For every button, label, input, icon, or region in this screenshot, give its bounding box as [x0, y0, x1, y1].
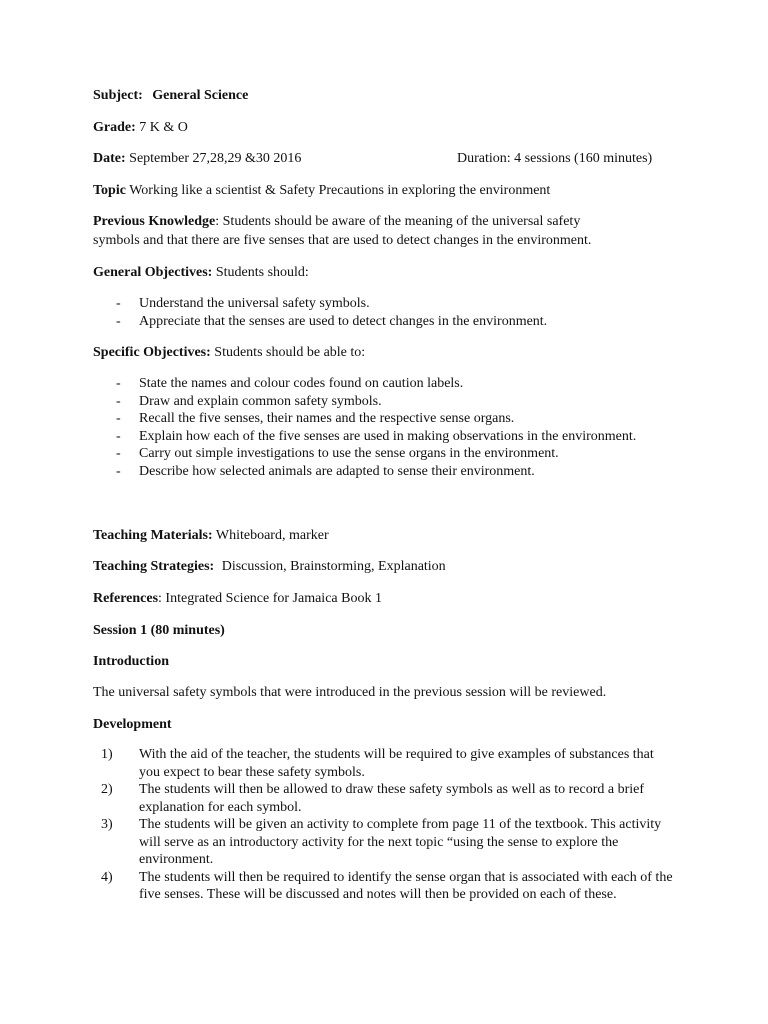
list-item: [93, 445, 653, 463]
grade-line: [93, 118, 188, 137]
list-item-text: Draw and explain common safety symbols.: [139, 393, 382, 409]
item-number: 4): [101, 869, 113, 885]
references-value: : Integrated Science for Jamaica Book 1: [158, 591, 382, 606]
date-label: Date:: [93, 151, 126, 166]
dash-marker: -: [116, 296, 121, 311]
specific-objectives-line: [93, 343, 365, 362]
list-item-text: The students will then be allowed to draw these safety symbols as well as to record a brief explanation for each symbol.: [139, 782, 645, 815]
list-item: [93, 295, 653, 313]
subject-value: General Science: [152, 88, 249, 103]
teaching-strategies-line: [93, 557, 446, 576]
teaching-materials-value: Whiteboard, marker: [215, 528, 329, 543]
development-list: [93, 746, 673, 904]
list-item: [93, 869, 673, 904]
specific-objectives-list: [93, 375, 653, 480]
dash-marker: -: [116, 446, 121, 461]
list-item-text: Describe how selected animals are adapted to sense their environment.: [139, 463, 535, 479]
general-objectives-list: [93, 295, 653, 330]
list-item: [93, 313, 653, 331]
list-item: [93, 410, 653, 428]
list-item: [93, 393, 653, 411]
teaching-strategies-value: Discussion, Brainstorming, Explanation: [221, 559, 446, 574]
dash-marker: -: [116, 428, 121, 444]
previous-knowledge-text-1: : Students should be aware of the meaning of the universal safety: [215, 214, 581, 229]
introduction-heading: Introduction: [93, 654, 169, 669]
list-item: [93, 463, 653, 481]
dash-marker: -: [116, 313, 121, 329]
item-number: 2): [101, 782, 113, 797]
item-number: 3): [101, 817, 113, 832]
subject-label: Subject:: [93, 88, 143, 103]
list-item-text: Explain how each of the five senses are used in making observations in the environment.: [139, 428, 637, 444]
dash-marker: -: [116, 463, 121, 479]
dash-marker: -: [116, 376, 121, 391]
session-heading: Session 1 (80 minutes): [93, 623, 225, 638]
dash-marker: -: [116, 393, 121, 409]
development-heading: Development: [93, 717, 172, 732]
topic-line: [93, 181, 550, 200]
general-objectives-intro: Students should:: [215, 265, 309, 280]
references-line: [93, 589, 382, 608]
list-item: [93, 428, 653, 446]
list-item-text: Understand the universal safety symbols.: [139, 296, 370, 311]
teaching-materials-line: [93, 526, 329, 545]
list-item: [93, 816, 673, 869]
previous-knowledge-line-1: [93, 212, 580, 231]
references-label: References: [93, 591, 159, 606]
duration-text: Duration: 4 sessions (160 minutes): [457, 151, 653, 166]
general-objectives-line: [93, 263, 309, 282]
date-value: September 27,28,29 &30 2016: [129, 151, 302, 166]
list-item-text: With the aid of the teacher, the students will be required to give examples of substances that you expect to bear these safety symbols.: [139, 747, 654, 780]
introduction-text: The universal safety symbols that were introduced in the previous session will be reviewed.: [93, 685, 607, 700]
list-item: [93, 746, 673, 781]
date-line: [93, 149, 301, 168]
dash-marker: -: [116, 411, 121, 426]
list-item: [93, 375, 653, 393]
topic-label: Topic: [93, 183, 126, 198]
grade-label: Grade:: [93, 120, 136, 135]
list-item-text: The students will be given an activity to complete from page 11 of the textbook. This activity will serve as an introductory activity for the next topic “using the sense to explore the environment.: [139, 817, 662, 867]
topic-value: Working like a scientist & Safety Precautions in exploring the environment: [129, 183, 551, 198]
previous-knowledge-label: Previous Knowledge: [93, 214, 216, 229]
list-item-text: State the names and colour codes found on caution labels.: [139, 376, 464, 391]
list-item-text: Carry out simple investigations to use the sense organs in the environment.: [139, 446, 559, 461]
item-number: 1): [101, 747, 113, 762]
list-item-text: Appreciate that the senses are used to detect changes in the environment.: [139, 313, 548, 329]
list-item-text: The students will then be required to identify the sense organ that is associated with each of the five senses. These will be discussed and notes will then be provided on each of these.: [139, 869, 673, 902]
previous-knowledge-text-2: symbols and that there are five senses that are used to detect changes in the environment.: [93, 233, 592, 248]
teaching-strategies-label: Teaching Strategies:: [93, 559, 215, 574]
list-item-text: Recall the five senses, their names and the respective sense organs.: [139, 411, 515, 426]
subject-line: [93, 86, 248, 105]
grade-value: 7 K & O: [139, 120, 188, 135]
previous-knowledge-line-2: [93, 231, 591, 250]
teaching-materials-label: Teaching Materials:: [93, 528, 213, 543]
specific-objectives-intro: Students should be able to:: [214, 345, 366, 360]
list-item: [93, 781, 673, 816]
general-objectives-label: General Objectives:: [93, 265, 213, 280]
specific-objectives-label: Specific Objectives:: [93, 345, 211, 360]
